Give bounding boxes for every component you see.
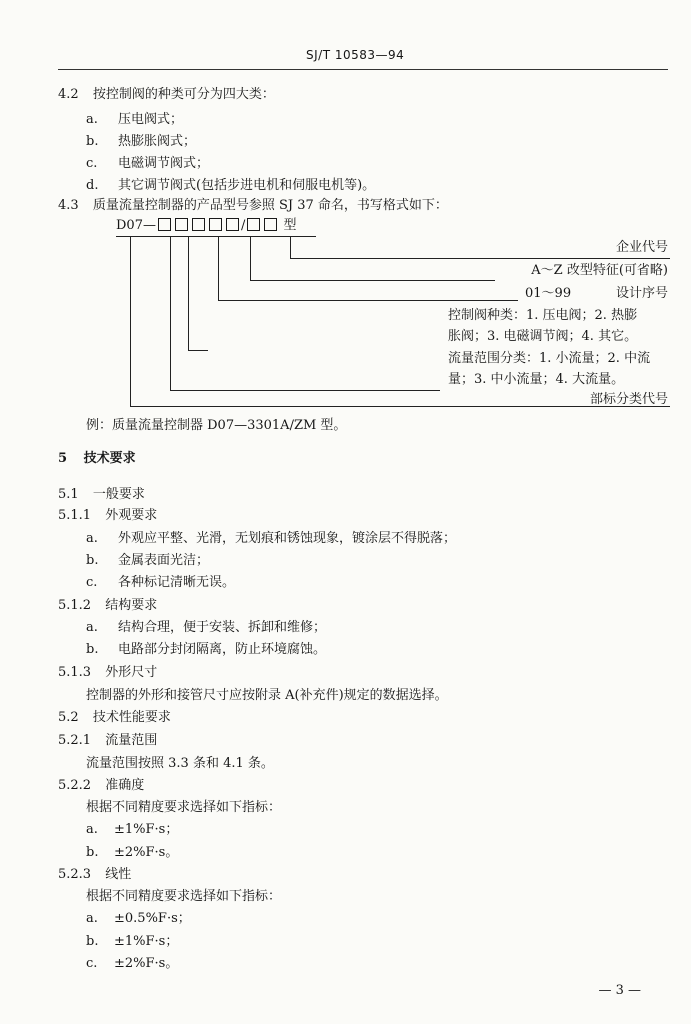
section-title: 线性 <box>105 867 132 882</box>
list-item <box>86 134 197 150</box>
list-item <box>86 178 376 194</box>
section-5-2 <box>58 710 171 726</box>
label-design-seq: 设计序号 <box>615 286 668 301</box>
item-marker: b. <box>86 934 99 949</box>
page-number: — 3 — <box>598 983 641 998</box>
item-text: 热膨胀阀式； <box>118 134 197 149</box>
document-code: SJ/T 10583—94 <box>306 48 405 62</box>
section-title: 外形尺寸 <box>105 665 158 680</box>
item-text: 压电阀式； <box>118 112 184 127</box>
section-title: 准确度 <box>105 778 145 793</box>
section-5-1-2 <box>58 598 157 614</box>
section-number: 5.2 <box>58 710 79 725</box>
section-number: 5.1.3 <box>58 665 92 680</box>
list-item <box>86 620 327 636</box>
label-flow-range-2: 量；3. 中小流量；4. 大流量。 <box>448 372 625 387</box>
label-model-feature: A～Z 改型特征(可省略) <box>531 263 668 278</box>
item-text: 外观应平整、光滑，无划痕和锈蚀现象，镀涂层不得脱落； <box>118 531 457 546</box>
placeholder-box <box>158 218 171 231</box>
item-marker: c. <box>86 575 98 590</box>
item-text: ±1%F·s； <box>114 822 179 837</box>
label-dept-code: 部标分类代号 <box>589 392 668 407</box>
list-item <box>86 553 210 569</box>
section-title: 外观要求 <box>105 508 158 523</box>
list-item <box>86 822 179 838</box>
item-text: 电路部分封闭隔离，防止环境腐蚀。 <box>118 642 327 657</box>
section-5-2-1 <box>58 733 157 749</box>
list-item <box>86 575 236 591</box>
section-5-2-2 <box>58 778 144 794</box>
item-text: 其它调节阀式(包括步进电机和伺服电机等)。 <box>118 178 376 193</box>
list-item <box>86 956 179 972</box>
paragraph: 控制器的外形和接管尺寸应按附录 A(补充件)规定的数据选择。 <box>86 688 448 703</box>
placeholder-box <box>175 218 188 231</box>
item-marker: c. <box>86 156 98 171</box>
item-text: 金属表面光洁； <box>118 553 210 568</box>
section-number: 5.1 <box>58 487 79 502</box>
placeholder-box <box>247 218 260 231</box>
paragraph: 根据不同精度要求选择如下指标： <box>86 800 282 815</box>
list-item <box>86 531 457 547</box>
list-item <box>86 642 327 658</box>
item-text: 结构合理，便于安装、拆卸和维修； <box>118 620 327 635</box>
section-number: 5.1.1 <box>58 508 92 523</box>
item-marker: b. <box>86 553 99 568</box>
section-5-1-3 <box>58 665 157 681</box>
section-text: 按控制阀的种类可分为四大类： <box>92 87 275 102</box>
label-valve-type-1: 控制阀种类：1. 压电阀；2. 热膨 <box>448 308 638 323</box>
section-5-2-3 <box>58 867 131 883</box>
list-item <box>86 156 210 172</box>
code-slash: / <box>240 218 246 233</box>
item-marker: d. <box>86 178 99 193</box>
section-5-1-1 <box>58 508 157 524</box>
item-text: ±0.5%F·s； <box>114 911 191 926</box>
paragraph: 流量范围按照 3.3 条和 4.1 条。 <box>86 756 274 771</box>
item-text: 各种标记清晰无误。 <box>118 575 236 590</box>
item-text: ±2%F·s。 <box>114 956 179 971</box>
section-5 <box>58 451 136 467</box>
label-enterprise-code: 企业代号 <box>615 240 668 255</box>
section-number: 4.2 <box>58 87 79 102</box>
placeholder-box <box>226 218 239 231</box>
placeholder-box <box>192 218 205 231</box>
list-item <box>86 934 179 950</box>
item-marker: a. <box>86 822 98 837</box>
section-number: 4.3 <box>58 198 79 213</box>
list-item <box>86 911 191 927</box>
item-marker: a. <box>86 911 98 926</box>
list-item <box>86 845 179 861</box>
section-number: 5.2.1 <box>58 733 92 748</box>
model-code-format <box>116 218 297 234</box>
section-number: 5.1.2 <box>58 598 92 613</box>
code-prefix: D07— <box>116 218 156 233</box>
list-item <box>86 112 184 128</box>
code-suffix: 型 <box>283 218 297 233</box>
paragraph: 根据不同精度要求选择如下指标： <box>86 889 282 904</box>
placeholder-box <box>209 218 222 231</box>
item-marker: a. <box>86 112 98 127</box>
item-text: 电磁调节阀式； <box>118 156 210 171</box>
section-4-3 <box>58 198 448 214</box>
item-marker: c. <box>86 956 98 971</box>
item-marker: a. <box>86 620 98 635</box>
item-text: ±2%F·s。 <box>114 845 179 860</box>
example-line: 例：质量流量控制器 D07—3301A/ZM 型。 <box>86 418 347 433</box>
label-flow-range-1: 流量范围分类：1. 小流量；2. 中流 <box>448 351 651 366</box>
header-rule <box>58 69 668 70</box>
item-marker: a. <box>86 531 98 546</box>
section-title: 一般要求 <box>92 487 145 502</box>
section-number: 5 <box>58 451 68 466</box>
section-title: 流量范围 <box>105 733 158 748</box>
section-text: 质量流量控制器的产品型号参照 SJ 37 命名，书写格式如下： <box>92 198 448 213</box>
section-title: 技术性能要求 <box>92 710 171 725</box>
section-number: 5.2.3 <box>58 867 92 882</box>
placeholder-box <box>264 218 277 231</box>
item-text: ±1%F·s； <box>114 934 179 949</box>
label-seq-range: 01～99 <box>525 286 572 301</box>
item-marker: b. <box>86 845 99 860</box>
section-title: 技术要求 <box>83 451 136 466</box>
section-title: 结构要求 <box>105 598 158 613</box>
item-marker: b. <box>86 134 99 149</box>
section-5-1 <box>58 487 145 503</box>
section-4-2 <box>58 87 275 103</box>
label-valve-type-2: 胀阀；3. 电磁调节阀；4. 其它。 <box>448 329 638 344</box>
item-marker: b. <box>86 642 99 657</box>
section-number: 5.2.2 <box>58 778 92 793</box>
